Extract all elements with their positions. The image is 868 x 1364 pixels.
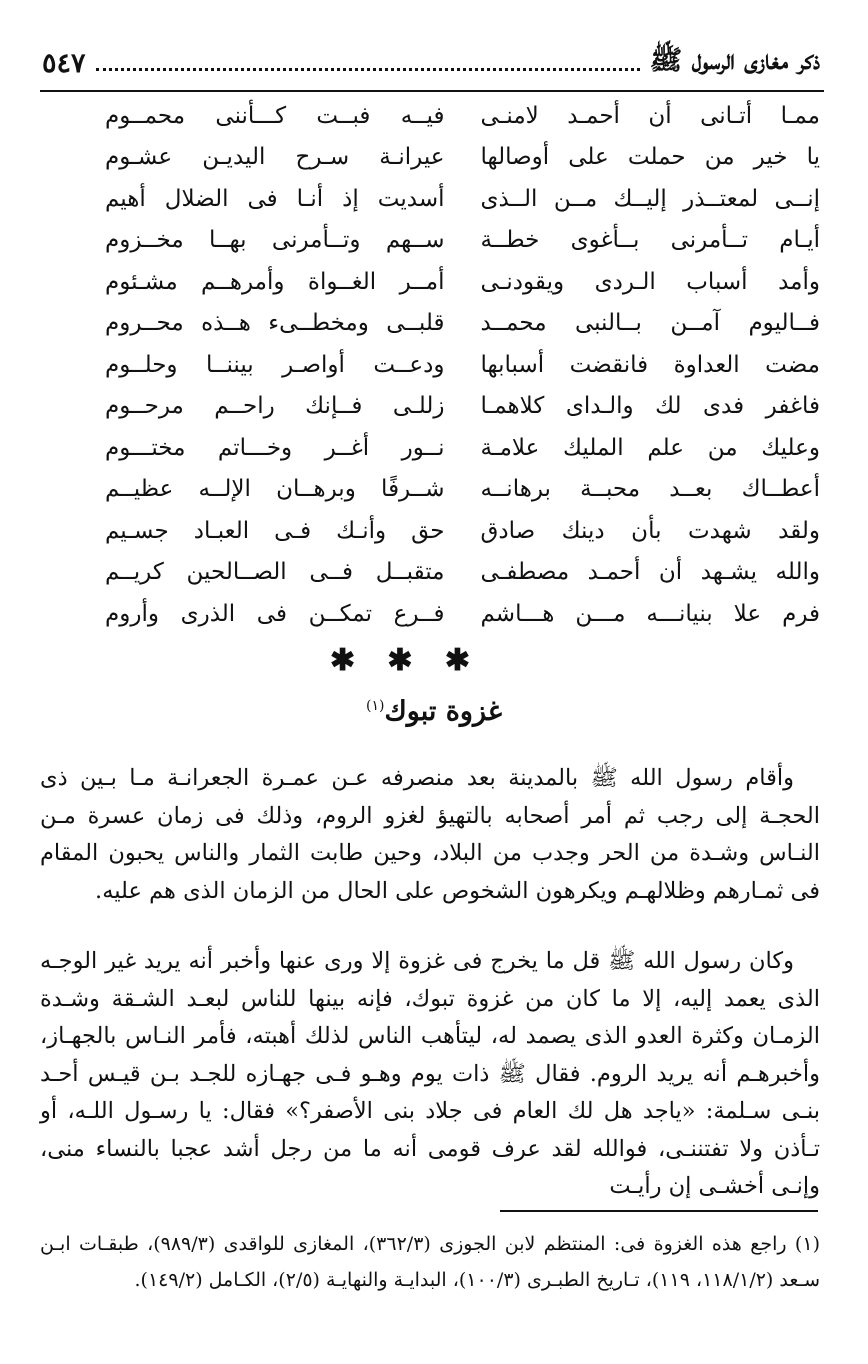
verse-first-hemistich: أيـام تــأمرنى بــأغوى خطــة [480,227,820,254]
verse-first-hemistich: وأمد أسباب الـردى ويقودنـى [480,268,820,295]
footnote: (١) راجع هذه الغزوة فى: المنتظم لابن الجوزى (٣٦٢/٣)، المغازى للواقدى (٩٨٩/٣)، طبقـات ابـن سـعد (١١٨/١/٢، ١١٩)، تـاريخ الطبـرى (١٠٠/٣)، البدايـة والنهايـة (٢/٥)، الكـامل (١٤٩/٢). [40,1233,820,1291]
verse-second-hemistich: ودعــت أواصـر بيننــا وحلــوم [105,351,445,378]
verse-second-hemistich: أسديت إذ أنـا فى الضلال أهيم [105,185,445,212]
verse-second-hemistich: ســهم وتــأمرنى بهــا مخــزوم [105,227,445,254]
verse-second-hemistich: حق وأنـك فـى العبـاد جسـيم [105,517,445,544]
poem [105,95,820,635]
page-header [42,40,820,86]
verse-first-hemistich: فــاليوم آمــن بــالنبى محمــد [480,310,820,337]
verse-line [105,95,820,137]
verse-first-hemistich: فرم علا بنيانـــه مـــن هـــاشم [480,600,820,627]
section-title [0,696,868,727]
verse-first-hemistich: يا خير من حملت على أوصالها [480,144,820,171]
dotted-leader [96,68,640,71]
verse-line [105,593,820,635]
verse-second-hemistich: عيرانـة سـرح اليديـن عشـوم [105,144,445,171]
verse-first-hemistich: ممـا أتـانى أن أحمـد لامنـى [480,102,820,129]
verse-line [105,178,820,220]
verse-line [105,303,820,345]
verse-first-hemistich: فاغفر فدى لك والـداى كلاهمـا [480,393,820,420]
verse-first-hemistich: أعطــاك بعــد محبــة برهانــه [480,476,820,503]
verse-second-hemistich: زللـى فــإنك راحــم مرحــوم [105,393,445,420]
verse-second-hemistich: متقبــل فــى الصــالحين كريــم [105,559,445,586]
body-paragraph: وأقام رسول الله ﷺ بالمدينة بعد منصرفه عـن عمـرة الجعرانـة مـا بـين ذى الحجـة إلى رجب ثم أمر أصحابه بالتهيؤ لغزو الروم، وذلك فى زمان عسرة مـن النـاس وشـدة من الحر وجدب من البلاد، وحين طابت الثمار والناس يحبون المقام فى ثمـارهم وظلالهـم ويكرهون الشخوص على الحال من الزمان الذى هم عليه. [40,765,820,904]
verse-first-hemistich: مضت العداوة فانقضت أسبابها [480,351,820,378]
header-rule [40,90,824,92]
asterisk-icon: ✱ [387,643,413,678]
footnote-rule [500,1210,818,1212]
section-title-text: غزوة تبوك [384,696,502,727]
running-title: ذكر مغازى الرسول ﷺ [649,45,820,76]
verse-second-hemistich: فــرع تمكــن فى الذرى وأروم [105,600,445,627]
verse-line [105,344,820,386]
verse-line [105,469,820,511]
asterisk-icon: ✱ [444,643,470,678]
verse-line [105,137,820,179]
body-paragraph: وكان رسول الله ﷺ قل ما يخرج فى غزوة إلا ورى عنها وأخبر أنه يريد غير الوجـه الذى يعمد إليه، إلا ما كان من غزوة تبوك، فإنه بينها للناس لبعـد الشـقة وشـدة الزمـان وكثرة العدو الذى يصمد له، ليتأهب الناس لذلك أهبته، فأمر النـاس بالجهـاز، وأخبرهـم أنه يريد الروم. فقال ﷺ ذات يوم وهـو فـى جهـازه للجـد بـن قيـس أحـد بنـى سـلمة: «ياجد هل لك العام فى جلاد بنى الأصفر؟» فقال: يا رسـول اللـه، أو تـأذن ولا تفتننـى، فوالله لقد عرف قومى أنه ما من رجل أشد عجبا بالنساء منى، وإنـى أخشـى إن رأيـت [40,948,820,1199]
verse-second-hemistich: قلبــى ومخطــىء هــذه محــروم [105,310,445,337]
verse-first-hemistich: والله يشـهد أن أحمـد مصطفـى [480,559,820,586]
page-number: ٥٤٧ [42,47,86,79]
verse-first-hemistich: ولقد شهدت بأن دينك صادق [480,517,820,544]
verse-second-hemistich: شــرفًا وبرهــان الإلــه عظيــم [105,476,445,503]
verse-second-hemistich: أمــر الغــواة وأمرهــم مشـئوم [105,268,445,295]
verse-first-hemistich: إنــى لمعتــذر إليــك مــن الــذى [480,185,820,212]
verse-line [105,386,820,428]
verse-line [105,427,820,469]
verse-second-hemistich: فيــه فبــت كـــأننى محمــوم [105,102,445,129]
footnote-marker: (١) [366,698,385,714]
verse-line [105,261,820,303]
verse-line [105,552,820,594]
verse-first-hemistich: وعليك من علم المليك علامـة [480,434,820,461]
section-divider-stars [330,643,470,678]
verse-line [105,220,820,262]
verse-second-hemistich: نــور أغــر وخـــاتم مختـــوم [105,434,445,461]
asterisk-icon: ✱ [330,643,356,678]
verse-line [105,510,820,552]
